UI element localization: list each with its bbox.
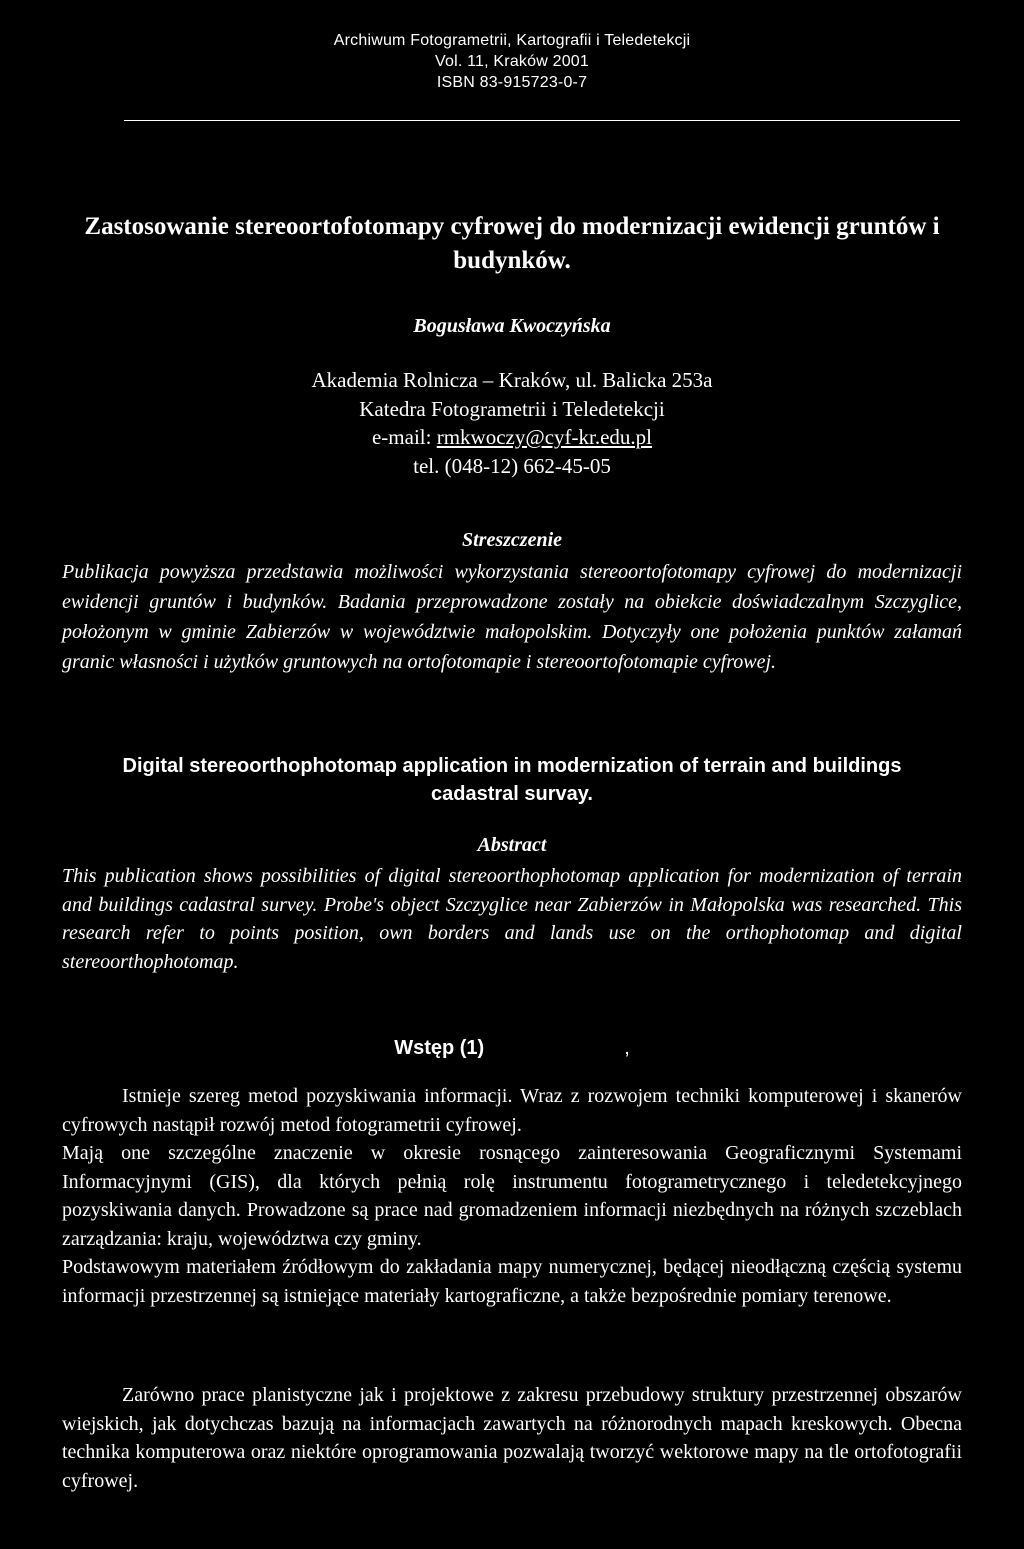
author-name: Bogusława Kwoczyńska [413,315,611,337]
affiliation-phone: tel. (048-12) 662-45-05 [413,453,611,478]
journal-volume: Vol. 11, Kraków 2001 [434,53,590,70]
paper-title: Zastosowanie stereoortofotomapy cyfrowej do modernizacji ewidencji gruntów i budynków. [84,213,940,274]
intro-paragraph-2: Mają one szczególne znaczenie w okresie rosnącego zainteresowania Geograficznymi Systemami Informacyjnymi (GIS), dla których pełnią rolę instrumentu fotogrametrycznego i teledetekcyjnego pozyskiwania danych. Prowadzone są prace nad gromadzeniem informacji niezbędnych na różnych szczeblach zarządzania: kraju, województwa czy gminy. [62,1142,962,1250]
intro-heading [0,1035,1024,1061]
journal-isbn: ISBN 83-915723-0-7 [436,74,588,91]
abstract-pl-text: Publikacja powyższa przedstawia możliwości wykorzystania stereoortofotomapy cyfrowej do modernizacji ewidencji gruntów i budynków. Badania przeprowadzone zostały na obiekcie doświadczalnym Szczyglice, położonym w gminie Zabierzów w województwie małopolskim. Dotyczyły one położenia punktów załamań granic własności i użytków gruntowych na ortofotomapie i stereoortofotomapie cyfrowej. [62,561,962,673]
header-divider [124,120,960,121]
email-link[interactable]: rmkwoczy@cyf-kr.edu.pl [436,425,652,449]
intro-paragraph-3: Podstawowym materiałem źródłowym do zakładania mapy numerycznej, będącej nieodłączną częścią systemu informacji przestrzennej są istniejące materiały kartograficzne, a także bezpośrednie pomiary terenowe. [62,1256,962,1307]
intro-paragraph-4: Zarówno prace planistyczne jak i projektowe z zakresu przebudowy struktury przestrzennej obszarów wiejskich, jak dotychczas bazują na informacjach zawartych na różnorodnych mapach kreskowych. Obecna technika komputerowa oraz niektóre oprogramowania pozwalają tworzyć wektorowe mapy na tle ortofotografii cyfrowej. [62,1384,962,1492]
affiliation-email-line [0,423,1024,452]
author-affiliation [0,366,1024,480]
journal-header [0,30,1024,93]
email-label: e-mail: [371,425,437,449]
intro-body-continued [62,1381,962,1495]
journal-name: Archiwum Fotogrametrii, Kartografii i Teledetekcji [333,32,691,49]
affiliation-department: Katedra Fotogrametrii i Teledetekcji [359,396,665,421]
intro-body [62,1082,962,1310]
intro-paragraph-1: Istnieje szereg metod pozyskiwania informacji. Wraz z rozwojem techniki komputerowej i skanerów cyfrowych nastąpił rozwój metod fotogrametrii cyfrowej. [62,1085,962,1136]
abstract-en-text: This publication shows possibilities of digital stereoorthophotomap application for modernization of terrain and buildings cadastral survey. Probe's object Szczyglice near Zabierzów in Małopolska was researched. This research refer to points position, own borders and lands use on the orthophotomap and digital stereoorthophotomap. [62,865,962,973]
affiliation-institution: Akademia Rolnicza – Kraków, ul. Balicka 253a [311,368,713,392]
stray-mark: , [624,1037,630,1059]
abstract-en-heading: Abstract [477,834,547,856]
abstract-pl-heading: Streszczenie [462,529,562,551]
paper-title-en: Digital stereoorthophotomap application in modernization of terrain and buildings cadastral survay. [122,755,902,805]
intro-heading-text: Wstęp (1) [394,1037,485,1059]
